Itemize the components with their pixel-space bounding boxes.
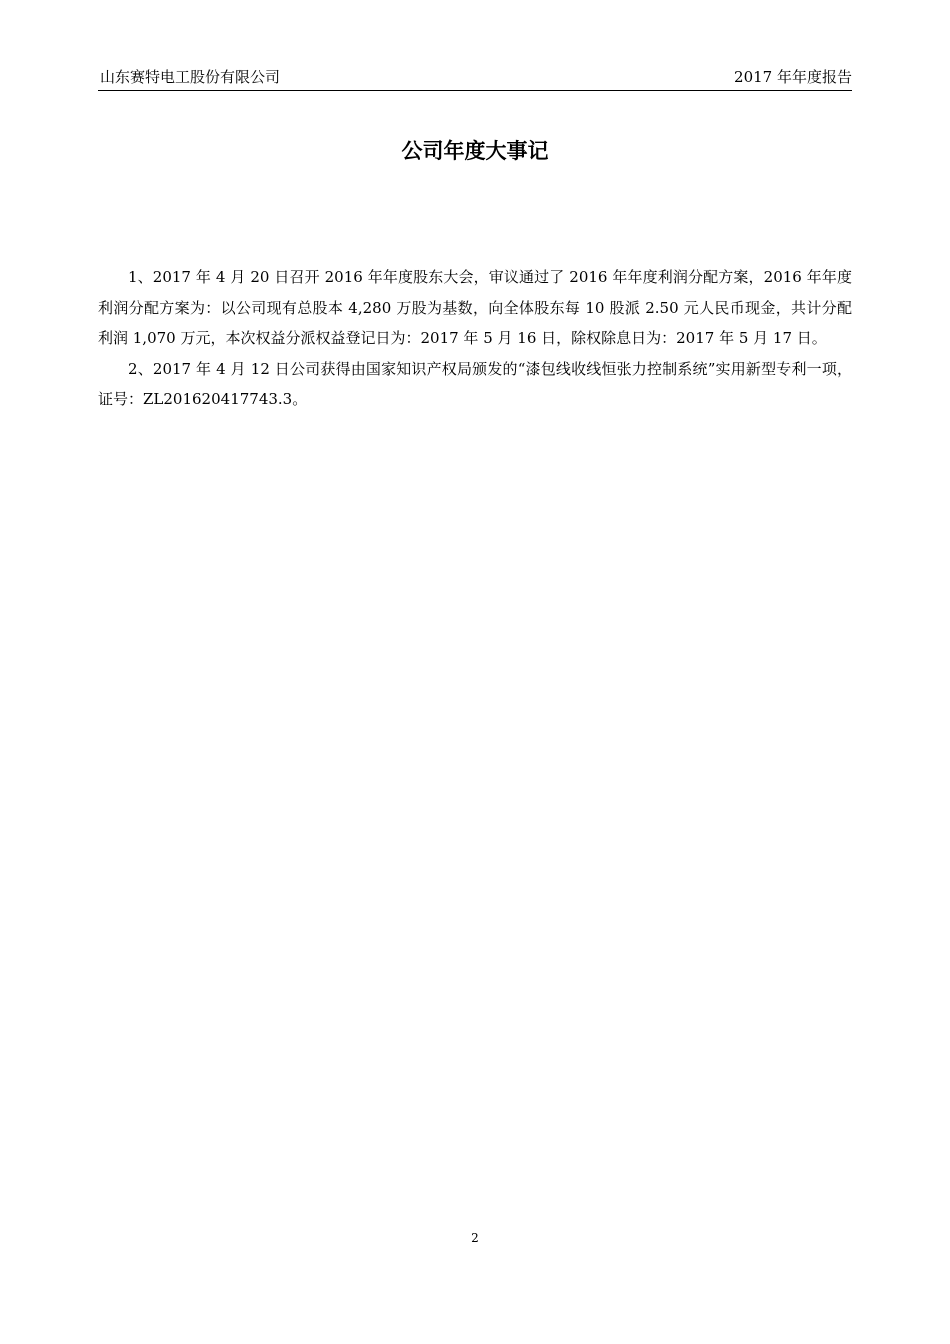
page-header xyxy=(98,66,852,91)
event-item-2: 2、2017 年 4 月 12 日公司获得由国家知识产权局颁发的“漆包线收线恒张力控制系统”实用新型专利一项，证号：ZL201620417743.3。 xyxy=(98,359,852,408)
event-item-1: 1、2017 年 4 月 20 日召开 2016 年年度股东大会，审议通过了 2016 年年度利润分配方案，2016 年年度利润分配方案为：以公司现有总股本 4,280 万股为基数，向全体股东每 10 股派 2.50 元人民币现金，共计分配利润 1,070 万元，本次权益分派权益登记日为：2017 年 5 月 16 日，除权除息日为：2017 年 5 月 17 日。 xyxy=(98,268,852,347)
page-number: 2 xyxy=(471,1231,479,1245)
header-company-name: 山东赛特电工股份有限公司 xyxy=(100,68,281,86)
header-report-title: 2017 年年度报告 xyxy=(734,68,852,86)
page-title: 公司年度大事记 xyxy=(401,139,549,163)
events-list xyxy=(98,262,852,415)
